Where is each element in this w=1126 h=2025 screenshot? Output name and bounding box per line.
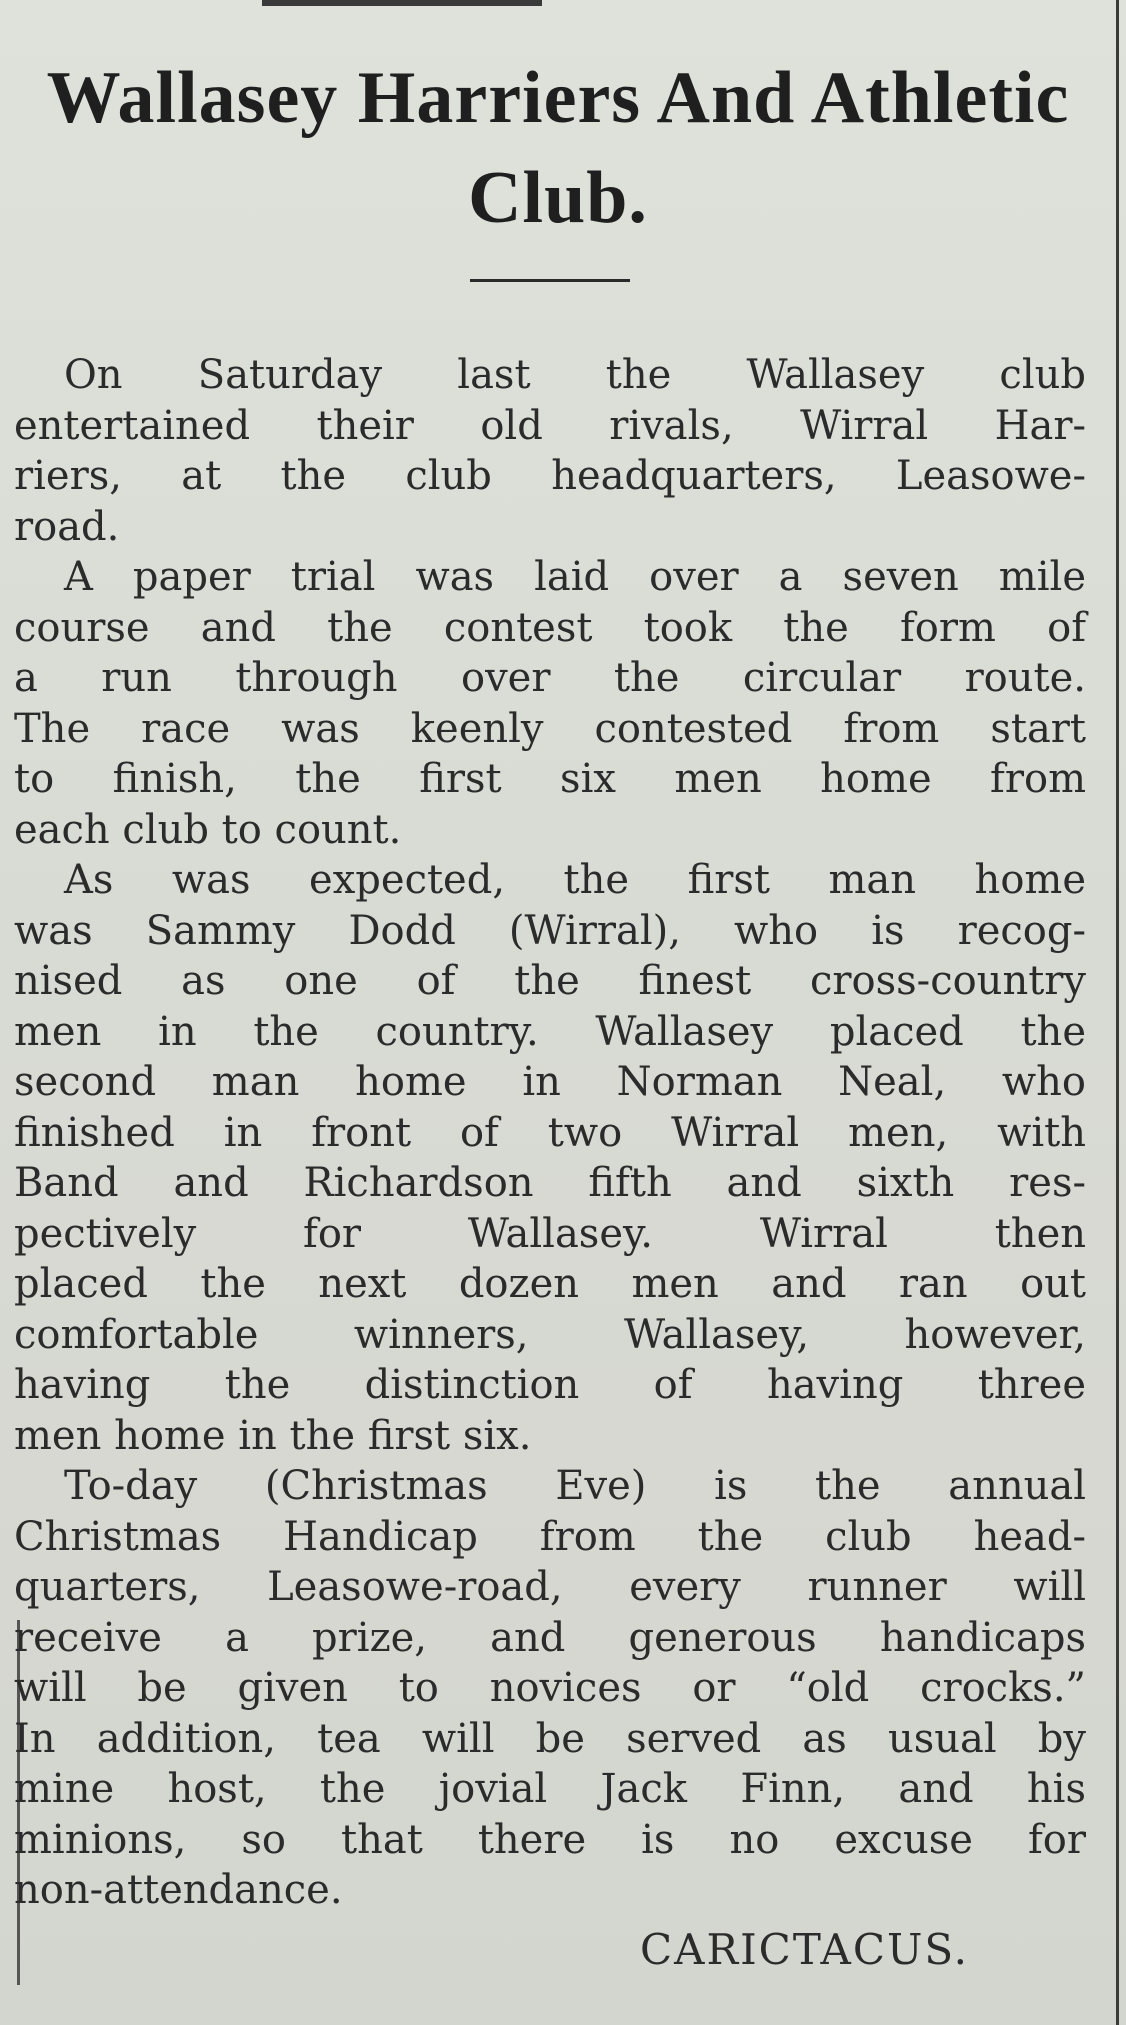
text-line: comfortable winners, Wallasey, however, xyxy=(14,1311,1086,1358)
text-line: each club to count. xyxy=(14,806,402,853)
text-line: a run through over the circular route. xyxy=(14,655,1086,701)
text-line: A paper trial was laid over a seven mile xyxy=(64,554,1086,600)
text-line: minions, so that there is no excuse for xyxy=(14,1816,1086,1863)
text-line: placed the next dozen men and ran out xyxy=(14,1261,1086,1307)
text-line: pectively for Wallasey. Wirral then xyxy=(14,1210,1086,1257)
text-line: men in the country. Wallasey placed the xyxy=(14,1008,1086,1055)
paragraph-4 xyxy=(14,1461,1086,1916)
headline-line-2: Club. xyxy=(468,157,648,239)
text-line: quarters, Leasowe-road, every runner will xyxy=(14,1564,1086,1610)
text-line: second man home in Norman Neal, who xyxy=(14,1059,1086,1105)
top-column-rule xyxy=(262,0,542,6)
text-line: Band and Richardson fifth and sixth res- xyxy=(14,1160,1086,1206)
text-line: to finish, the first six men home from xyxy=(14,756,1086,802)
text-line: On Saturday last the Wallasey club xyxy=(64,352,1086,398)
headline-line-1: Wallasey Harriers And Athletic xyxy=(46,57,1070,139)
text-line: In addition, tea will be served as usual by xyxy=(14,1715,1086,1762)
text-line: course and the contest took the form of xyxy=(14,604,1086,651)
author-signature: CARICTACUS. xyxy=(640,1925,970,1974)
text-line: receive a prize, and generous handicaps xyxy=(14,1614,1086,1661)
text-line: non-attendance. xyxy=(14,1867,343,1913)
headline-divider xyxy=(470,279,630,282)
text-line: entertained their old rivals, Wirral Har- xyxy=(14,402,1086,449)
paragraph-2 xyxy=(14,552,1086,855)
text-line: mine host, the jovial Jack Finn, and his xyxy=(14,1766,1086,1812)
text-line: having the distinction of having three xyxy=(14,1362,1086,1408)
text-line: will be given to novices or “old crocks.” xyxy=(14,1665,1086,1711)
text-line: was Sammy Dodd (Wirral), who is recog- xyxy=(14,907,1086,954)
text-line: riers, at the club headquarters, Leasowe- xyxy=(14,453,1086,499)
article-headline xyxy=(0,48,1116,248)
text-line: nised as one of the finest cross-country xyxy=(14,958,1086,1004)
text-line: road. xyxy=(14,503,120,550)
right-column-rule xyxy=(1116,0,1119,2025)
text-line: men home in the first six. xyxy=(14,1412,532,1459)
article-body xyxy=(14,350,1086,1916)
paragraph-3 xyxy=(14,855,1086,1461)
text-line: To-day (Christmas Eve) is the annual xyxy=(64,1463,1086,1509)
text-line: As was expected, the first man home xyxy=(64,857,1086,903)
text-line: Christmas Handicap from the club head- xyxy=(14,1513,1086,1560)
text-line: finished in front of two Wirral men, with xyxy=(14,1109,1086,1156)
text-line: The race was keenly contested from start xyxy=(14,705,1086,752)
paragraph-1 xyxy=(14,350,1086,552)
